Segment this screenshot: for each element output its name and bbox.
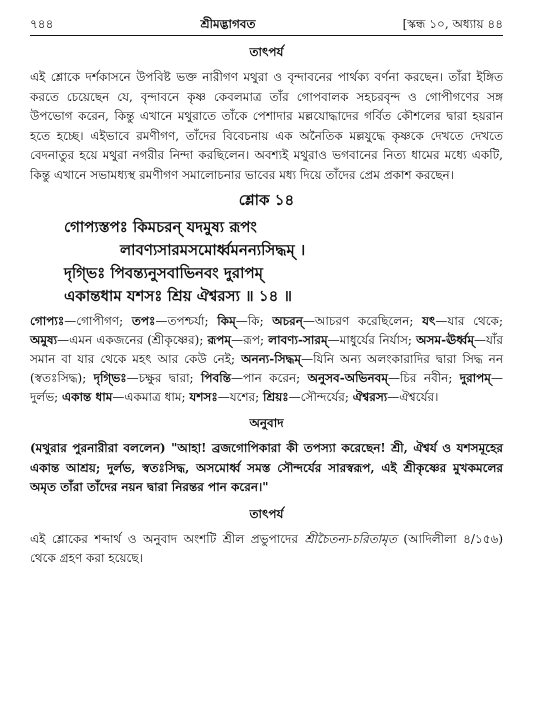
synonym-meaning: —তপশ্চর্যা; xyxy=(155,314,218,328)
synonym-meaning: —কি; xyxy=(235,314,273,328)
purport-heading: তাৎপর্য xyxy=(249,45,284,59)
purport-2-text-before: এই শ্লোকের শব্দার্থ ও অনুবাদ অংশটি শ্রীল প্রভুপাদের xyxy=(30,531,305,546)
synonym-meaning: —দুর্লভ; xyxy=(30,371,503,404)
synonym-meaning: —একমাত্র ধাম; xyxy=(112,390,190,404)
synonym-term: যশসঃ xyxy=(189,390,218,404)
synonym-meaning: —আচরণ করেছিলেন; xyxy=(302,314,423,328)
synonym-meaning: —চির নবীন; xyxy=(388,371,460,385)
translation-paragraph: (মথুরার পুরনারীরা বললেন) "আহা! ব্রজগোপিকারা কী তপস্যা করেছেন! শ্রী, ঐশ্বর্য ও যশসমূহের একান্ত আশ্রয়; দুর্লভ, স্বতঃসিদ্ধ, অসমোর্ধ্ব সমস্ত সৌন্দর্যের সারস্বরূপ, এই শ্রীকৃষ্ণের মুখকমলের অমৃত তাঁরা তাঁদের নয়ন দ্বারা নিরন্তর পান করেন।" xyxy=(30,441,503,494)
verse-title: শ্লোক ১৪ xyxy=(238,191,295,209)
synonym-term: কিম্ xyxy=(217,314,236,328)
synonym-term: অনন্য-সিদ্ধম্ xyxy=(241,352,302,366)
cited-book-title: শ্রীচৈতন্য-চরিতামৃত xyxy=(304,531,397,546)
synonyms-paragraph xyxy=(30,312,503,407)
synonym-term: অনুসব-অভিনবম্ xyxy=(307,371,388,385)
purport-2-paragraph xyxy=(30,530,503,569)
synonym-meaning: —যাঁর সমান বা যার থেকে মহৎ আর কেউ নেই; xyxy=(30,333,503,366)
synonym-term: লাবণ্য-সারম্ xyxy=(268,333,328,347)
synonym-term: দৃগ্ভিঃ xyxy=(93,371,127,385)
purport-paragraph: এই শ্লোকে দর্শকাসনে উপবিষ্ট ভক্ত নারীগণ মথুরা ও বৃন্দাবনের পার্থক্য বর্ণনা করছেন। তাঁরা ইঙ্গিত করতে চেয়েছেন যে, বৃন্দাবনে কৃষ্ণ কেবলমাত্র তাঁর গোপবালক সহচরবৃন্দ ও গোপীগণের সঙ্গ উপভোগ করেন, কিন্তু এখানে মথুরাতে তাঁকে পেশাদার মল্লযোদ্ধাদের গর্বিত কৌশলের দ্বারা হয়রান হতে হচ্ছে। এইভাবে রমণীগণ, তাঁদের বিবেচনায় এক অনৈতিক মল্লযুদ্ধে কৃষ্ণকে দেখতে দেখতে বেদনাতুর হয়ে মথুরা নগরীর নিন্দা করছিলেন। অবশ্যই মথুরাও ভগবানের নিত্য ধামের মধ্যে একটি, কিন্তু এখানে সভামধ্যস্থ রমণীগণ সমালোচনার ভাবের মধ্য দিয়ে তাঁদের প্রেম প্রকাশ করছেন। xyxy=(30,70,503,182)
synonym-meaning: —যশের; xyxy=(217,390,264,404)
chapter-reference: [স্কন্ধ ১০, অধ্যায় ৪৪ xyxy=(402,17,503,31)
synonym-meaning: —পান করেন; xyxy=(230,371,308,385)
synonym-term: দুরাপম্ xyxy=(459,371,491,385)
synonym-term: ঐশ্বরস্য xyxy=(352,390,388,404)
synonym-meaning: —ঐশ্বর্যের। xyxy=(387,390,439,404)
translation-heading: অনুবাদ xyxy=(249,416,284,430)
synonym-meaning: —গোপীগণ; xyxy=(64,314,132,328)
verse-text xyxy=(30,216,503,308)
synonym-meaning: —যার থেকে; xyxy=(435,314,503,328)
purport-2-text-after: (আদিলীলা ৪/১৫৬) থেকে গ্রহণ করা হয়েছে। xyxy=(30,531,504,565)
verse-line-4: একান্তধাম যশসঃ শ্রিয় ঐশ্বরস্য ॥ ১৪ ॥ xyxy=(64,287,293,305)
purport-2-heading: তাৎপর্য xyxy=(249,506,284,521)
synonym-meaning: —চক্ষুর দ্বারা; xyxy=(126,371,201,385)
synonym-term: শ্রিয়ঃ xyxy=(263,390,289,404)
synonym-term: একান্ত ধাম xyxy=(62,390,113,404)
synonym-meaning: —সৌন্দর্যের; xyxy=(288,390,353,404)
synonym-term: পিবন্তি xyxy=(201,371,231,385)
synonym-term: রূপম্ xyxy=(207,333,232,347)
verse-line-2: লাবণ্যসারমসমোর্ধ্বমনন্যসিদ্ধম্ । xyxy=(120,241,306,259)
page-number: ৭৪৪ xyxy=(30,17,54,31)
verse-line-3: দৃগ্ভিঃ পিবন্ত্যনুসবাভিনবং দুরাপম্ xyxy=(64,264,263,282)
synonym-term: তপঃ xyxy=(131,314,156,328)
synonym-term: গোপ্যঃ xyxy=(30,314,65,328)
page-header xyxy=(30,16,503,36)
synonym-meaning: —মাধুর্যের নির্যাস; xyxy=(327,333,417,347)
synonym-meaning: —যিনি অন্য অলংকারাদির দ্বারা সিদ্ধ নন (স্বতঃসিদ্ধ); xyxy=(30,352,503,385)
verse-line-1: গোপ্যস্তপঃ কিমচরন্ যদমুষ্য রূপং xyxy=(64,218,257,236)
synonym-term: অচরন্ xyxy=(272,314,303,328)
synonym-meaning: —রূপ; xyxy=(231,333,269,347)
synonym-meaning: —এমন একজনের (শ্রীকৃষ্ণের); xyxy=(57,333,208,347)
synonym-term: অমুষ্য xyxy=(30,333,58,347)
synonym-term: অসম-ঊর্ধ্বম্ xyxy=(416,333,474,347)
synonym-term: যৎ xyxy=(422,314,436,328)
book-title: শ্রীমদ্ভাগবত xyxy=(200,17,256,31)
